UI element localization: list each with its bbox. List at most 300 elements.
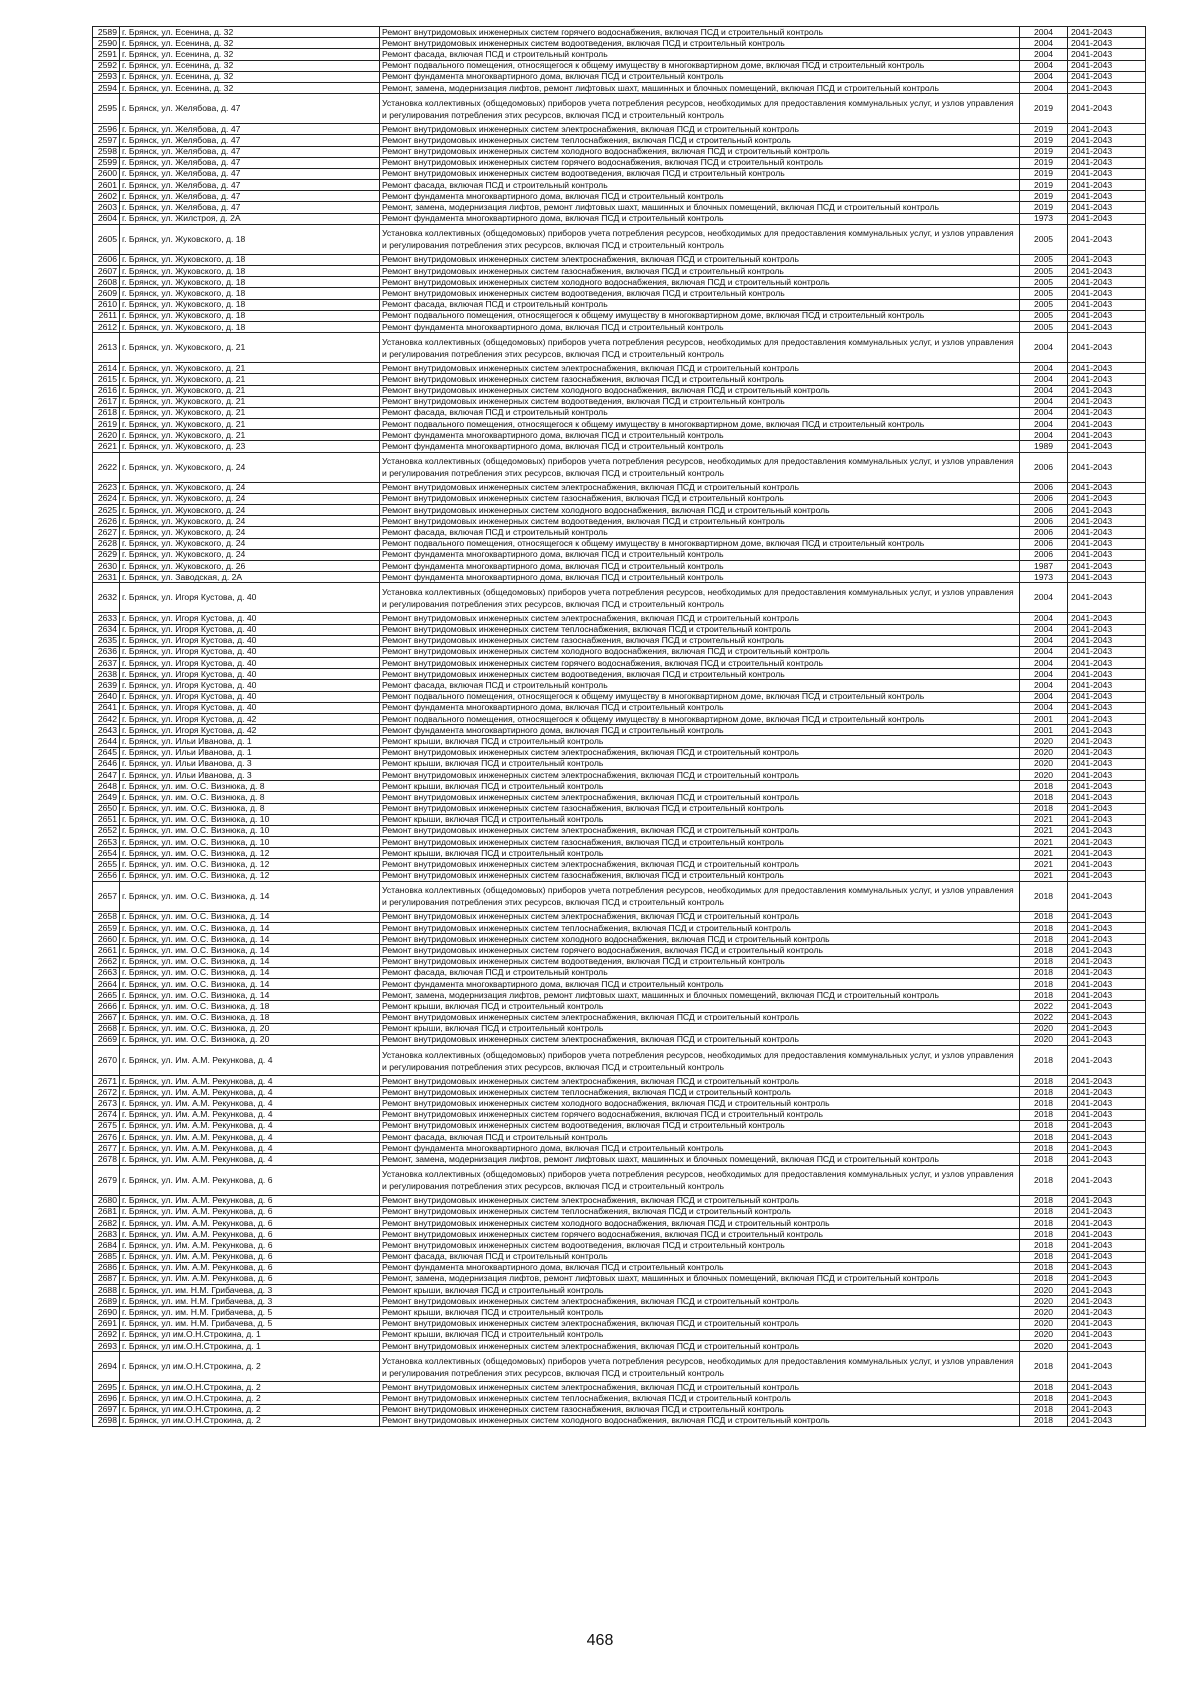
table-row [93, 168, 1146, 179]
row-number-cell: 2643 [93, 725, 120, 736]
repair-period-cell: 2041-2043 [1068, 482, 1146, 493]
repair-period-cell: 2041-2043 [1068, 1285, 1146, 1296]
address-cell: г. Брянск, ул. Жуковского, д. 21 [120, 363, 380, 374]
row-number-cell: 2630 [93, 560, 120, 571]
repair-period-cell: 2041-2043 [1068, 385, 1146, 396]
address-cell: г. Брянск, ул. им. О.С. Визнюка, д. 14 [120, 881, 380, 911]
repair-period-cell: 2041-2043 [1068, 1404, 1146, 1415]
repair-period-cell: 2041-2043 [1068, 1046, 1146, 1076]
table-row [93, 94, 1146, 124]
address-cell: г. Брянск, ул. им. Н.М. Грибачева, д. 3 [120, 1285, 380, 1296]
address-cell: г. Брянск, ул им.О.Н.Строкина, д. 2 [120, 1382, 380, 1393]
work-description-cell: Ремонт внутридомовых инженерных систем газоснабжения, включая ПСД и строительный контроль [380, 837, 1020, 848]
row-number-cell: 2680 [93, 1195, 120, 1206]
commission-year-cell: 2004 [1020, 702, 1068, 713]
row-number-cell: 2672 [93, 1087, 120, 1098]
table-row [93, 146, 1146, 157]
table-row [93, 1195, 1146, 1206]
address-cell: г. Брянск, ул. им. О.С. Визнюка, д. 12 [120, 848, 380, 859]
commission-year-cell: 2004 [1020, 635, 1068, 646]
address-cell: г. Брянск, ул. Жуковского, д. 18 [120, 288, 380, 299]
row-number-cell: 2690 [93, 1307, 120, 1318]
repair-period-cell: 2041-2043 [1068, 505, 1146, 516]
commission-year-cell: 2018 [1020, 1143, 1068, 1154]
commission-year-cell: 1989 [1020, 441, 1068, 452]
row-number-cell: 2616 [93, 385, 120, 396]
work-description-cell: Ремонт внутридомовых инженерных систем теплоснабжения, включая ПСД и строительный контроль [380, 624, 1020, 635]
work-description-cell: Ремонт внутридомовых инженерных систем водоотведения, включая ПСД и строительный контроль [380, 396, 1020, 407]
commission-year-cell: 2006 [1020, 527, 1068, 538]
address-cell: г. Брянск, ул. Ильи Иванова, д. 3 [120, 758, 380, 769]
address-cell: г. Брянск, ул. Жуковского, д. 18 [120, 299, 380, 310]
table-row [93, 1154, 1146, 1165]
work-description-cell: Ремонт подвального помещения, относящегося к общему имуществу в многоквартирном доме, включая ПСД и строительный контроль [380, 538, 1020, 549]
commission-year-cell: 2018 [1020, 1132, 1068, 1143]
address-cell: г. Брянск, ул. им. О.С. Визнюка, д. 12 [120, 859, 380, 870]
work-description-cell: Ремонт крыши, включая ПСД и строительный контроль [380, 1329, 1020, 1340]
address-cell: г. Брянск, ул. Игоря Кустова, д. 40 [120, 646, 380, 657]
table-row [93, 71, 1146, 82]
table-row [93, 747, 1146, 758]
table-row [93, 1229, 1146, 1240]
work-description-cell: Ремонт внутридомовых инженерных систем электроснабжения, включая ПСД и строительный контроль [380, 911, 1020, 922]
address-cell: г. Брянск, ул им.О.Н.Строкина, д. 1 [120, 1329, 380, 1340]
address-cell: г. Брянск, ул. Жуковского, д. 18 [120, 224, 380, 254]
row-number-cell: 2670 [93, 1046, 120, 1076]
table-row [93, 419, 1146, 430]
row-number-cell: 2591 [93, 49, 120, 60]
table-row [93, 781, 1146, 792]
row-number-cell: 2609 [93, 288, 120, 299]
address-cell: г. Брянск, ул. им. О.С. Визнюка, д. 10 [120, 825, 380, 836]
row-number-cell: 2592 [93, 60, 120, 71]
table-row [93, 493, 1146, 504]
address-cell: г. Брянск, ул. Жуковского, д. 21 [120, 333, 380, 363]
repair-period-cell: 2041-2043 [1068, 71, 1146, 82]
commission-year-cell: 2004 [1020, 82, 1068, 93]
table-row [93, 516, 1146, 527]
row-number-cell: 2634 [93, 624, 120, 635]
row-number-cell: 2652 [93, 825, 120, 836]
address-cell: г. Брянск, ул. Жуковского, д. 24 [120, 516, 380, 527]
row-number-cell: 2600 [93, 168, 120, 179]
commission-year-cell: 2018 [1020, 1251, 1068, 1262]
commission-year-cell: 2004 [1020, 38, 1068, 49]
work-description-cell: Ремонт внутридомовых инженерных систем электроснабжения, включая ПСД и строительный контроль [380, 769, 1020, 780]
row-number-cell: 2663 [93, 967, 120, 978]
row-number-cell: 2637 [93, 658, 120, 669]
work-description-cell: Ремонт подвального помещения, относящегося к общему имуществу в многоквартирном доме, включая ПСД и строительный контроль [380, 310, 1020, 321]
row-number-cell: 2650 [93, 803, 120, 814]
commission-year-cell: 2020 [1020, 1034, 1068, 1045]
row-number-cell: 2688 [93, 1285, 120, 1296]
table-row [93, 803, 1146, 814]
repair-period-cell: 2041-2043 [1068, 1240, 1146, 1251]
commission-year-cell: 2018 [1020, 1195, 1068, 1206]
table-row [93, 1415, 1146, 1426]
row-number-cell: 2683 [93, 1229, 120, 1240]
table-row [93, 1046, 1146, 1076]
address-cell: г. Брянск, ул. Им. А.М. Рекункова, д. 6 [120, 1206, 380, 1217]
work-description-cell: Ремонт внутридомовых инженерных систем холодного водоснабжения, включая ПСД и строительный контроль [380, 277, 1020, 288]
table-row [93, 934, 1146, 945]
commission-year-cell: 1987 [1020, 560, 1068, 571]
work-description-cell: Ремонт крыши, включая ПСД и строительный контроль [380, 1001, 1020, 1012]
work-description-cell: Ремонт внутридомовых инженерных систем холодного водоснабжения, включая ПСД и строительный контроль [380, 505, 1020, 516]
table-row [93, 725, 1146, 736]
work-description-cell: Ремонт внутридомовых инженерных систем холодного водоснабжения, включая ПСД и строительный контроль [380, 1217, 1020, 1228]
repair-period-cell: 2041-2043 [1068, 254, 1146, 265]
row-number-cell: 2626 [93, 516, 120, 527]
repair-period-cell: 2041-2043 [1068, 49, 1146, 60]
address-cell: г. Брянск, ул. им. О.С. Визнюка, д. 18 [120, 1012, 380, 1023]
row-number-cell: 2648 [93, 781, 120, 792]
work-description-cell: Ремонт крыши, включая ПСД и строительный контроль [380, 1285, 1020, 1296]
commission-year-cell: 2018 [1020, 1273, 1068, 1284]
work-description-cell: Ремонт фасада, включая ПСД и строительный контроль [380, 180, 1020, 191]
address-cell: г. Брянск, ул. Жуковского, д. 24 [120, 493, 380, 504]
row-number-cell: 2605 [93, 224, 120, 254]
table-row [93, 1318, 1146, 1329]
row-number-cell: 2622 [93, 452, 120, 482]
address-cell: г. Брянск, ул. им. О.С. Визнюка, д. 14 [120, 934, 380, 945]
address-cell: г. Брянск, ул. Игоря Кустова, д. 40 [120, 635, 380, 646]
repair-period-cell: 2041-2043 [1068, 1012, 1146, 1023]
address-cell: г. Брянск, ул. им. О.С. Визнюка, д. 20 [120, 1034, 380, 1045]
commission-year-cell: 2005 [1020, 321, 1068, 332]
row-number-cell: 2594 [93, 82, 120, 93]
row-number-cell: 2665 [93, 990, 120, 1001]
work-description-cell: Ремонт подвального помещения, относящегося к общему имуществу в многоквартирном доме, включая ПСД и строительный контроль [380, 419, 1020, 430]
commission-year-cell: 2019 [1020, 202, 1068, 213]
address-cell: г. Брянск, ул. Жуковского, д. 26 [120, 560, 380, 571]
address-cell: г. Брянск, ул. им. О.С. Визнюка, д. 14 [120, 945, 380, 956]
address-cell: г. Брянск, ул. им. О.С. Визнюка, д. 18 [120, 1001, 380, 1012]
repair-period-cell: 2041-2043 [1068, 407, 1146, 418]
table-row [93, 202, 1146, 213]
commission-year-cell: 2018 [1020, 1165, 1068, 1195]
address-cell: г. Брянск, ул. Им. А.М. Рекункова, д. 4 [120, 1087, 380, 1098]
commission-year-cell: 2004 [1020, 419, 1068, 430]
repair-period-cell: 2041-2043 [1068, 1023, 1146, 1034]
address-cell: г. Брянск, ул. им. Н.М. Грибачева, д. 5 [120, 1318, 380, 1329]
row-number-cell: 2613 [93, 333, 120, 363]
row-number-cell: 2633 [93, 613, 120, 624]
address-cell: г. Брянск, ул. Игоря Кустова, д. 40 [120, 691, 380, 702]
work-description-cell: Ремонт крыши, включая ПСД и строительный контроль [380, 758, 1020, 769]
work-description-cell: Ремонт фасада, включая ПСД и строительный контроль [380, 1251, 1020, 1262]
address-cell: г. Брянск, ул. Игоря Кустова, д. 40 [120, 624, 380, 635]
work-description-cell: Ремонт фасада, включая ПСД и строительный контроль [380, 680, 1020, 691]
commission-year-cell: 2020 [1020, 736, 1068, 747]
row-number-cell: 2682 [93, 1217, 120, 1228]
commission-year-cell: 2018 [1020, 1352, 1068, 1382]
commission-year-cell: 2021 [1020, 859, 1068, 870]
work-description-cell: Ремонт внутридомовых инженерных систем горячего водоснабжения, включая ПСД и строительный контроль [380, 1229, 1020, 1240]
repair-period-cell: 2041-2043 [1068, 1165, 1146, 1195]
commission-year-cell: 2018 [1020, 1262, 1068, 1273]
work-description-cell: Ремонт внутридомовых инженерных систем холодного водоснабжения, включая ПСД и строительный контроль [380, 1415, 1020, 1426]
table-row [93, 135, 1146, 146]
work-description-cell: Ремонт внутридомовых инженерных систем холодного водоснабжения, включая ПСД и строительный контроль [380, 1098, 1020, 1109]
row-number-cell: 2647 [93, 769, 120, 780]
commission-year-cell: 2021 [1020, 870, 1068, 881]
repair-period-cell: 2041-2043 [1068, 430, 1146, 441]
commission-year-cell: 2018 [1020, 1109, 1068, 1120]
table-row [93, 363, 1146, 374]
address-cell: г. Брянск, ул. Есенина, д. 32 [120, 71, 380, 82]
row-number-cell: 2599 [93, 157, 120, 168]
table-row [93, 1023, 1146, 1034]
work-description-cell: Ремонт внутридомовых инженерных систем газоснабжения, включая ПСД и строительный контроль [380, 1404, 1020, 1415]
address-cell: г. Брянск, ул. Им. А.М. Рекункова, д. 4 [120, 1046, 380, 1076]
work-description-cell: Ремонт внутридомовых инженерных систем электроснабжения, включая ПСД и строительный контроль [380, 1382, 1020, 1393]
repair-period-cell: 2041-2043 [1068, 191, 1146, 202]
address-cell: г. Брянск, ул. Им. А.М. Рекункова, д. 6 [120, 1273, 380, 1284]
work-description-cell: Установка коллективных (общедомовых) приборов учета потребления ресурсов, необходимых для предоставления коммунальных услуг, и узлов управления и регулирования потребления этих ресурсов, включая ПСД и строительный контроль [380, 1352, 1020, 1382]
commission-year-cell: 2001 [1020, 714, 1068, 725]
work-description-cell: Ремонт фасада, включая ПСД и строительный контроль [380, 407, 1020, 418]
row-number-cell: 2681 [93, 1206, 120, 1217]
table-row [93, 538, 1146, 549]
table-row [93, 848, 1146, 859]
commission-year-cell: 2006 [1020, 452, 1068, 482]
repair-period-cell: 2041-2043 [1068, 658, 1146, 669]
work-description-cell: Ремонт фасада, включая ПСД и строительный контроль [380, 967, 1020, 978]
table-row [93, 49, 1146, 60]
row-number-cell: 2666 [93, 1001, 120, 1012]
work-description-cell: Ремонт фундамента многоквартирного дома, включая ПСД и строительный контроль [380, 572, 1020, 583]
table-row [93, 180, 1146, 191]
table-row [93, 613, 1146, 624]
table-row [93, 1262, 1146, 1273]
repair-period-cell: 2041-2043 [1068, 288, 1146, 299]
row-number-cell: 2611 [93, 310, 120, 321]
commission-year-cell: 2020 [1020, 1285, 1068, 1296]
commission-year-cell: 2006 [1020, 482, 1068, 493]
table-row [93, 407, 1146, 418]
address-cell: г. Брянск, ул. Желябова, д. 47 [120, 146, 380, 157]
work-description-cell: Ремонт крыши, включая ПСД и строительный контроль [380, 1307, 1020, 1318]
row-number-cell: 2595 [93, 94, 120, 124]
address-cell: г. Брянск, ул им.О.Н.Строкина, д. 2 [120, 1393, 380, 1404]
table-row [93, 452, 1146, 482]
repair-period-cell: 2041-2043 [1068, 38, 1146, 49]
address-cell: г. Брянск, ул. им. О.С. Визнюка, д. 12 [120, 870, 380, 881]
row-number-cell: 2645 [93, 747, 120, 758]
address-cell: г. Брянск, ул. им. О.С. Визнюка, д. 14 [120, 956, 380, 967]
repair-period-cell: 2041-2043 [1068, 736, 1146, 747]
repair-period-cell: 2041-2043 [1068, 848, 1146, 859]
row-number-cell: 2678 [93, 1154, 120, 1165]
repair-period-cell: 2041-2043 [1068, 157, 1146, 168]
commission-year-cell: 2004 [1020, 49, 1068, 60]
work-description-cell: Установка коллективных (общедомовых) приборов учета потребления ресурсов, необходимых для предоставления коммунальных услуг, и узлов управления и регулирования потребления этих ресурсов, включая ПСД и строительный контроль [380, 583, 1020, 613]
work-description-cell: Ремонт внутридомовых инженерных систем водоотведения, включая ПСД и строительный контроль [380, 956, 1020, 967]
row-number-cell: 2691 [93, 1318, 120, 1329]
row-number-cell: 2675 [93, 1120, 120, 1131]
repair-period-cell: 2041-2043 [1068, 1229, 1146, 1240]
commission-year-cell: 2021 [1020, 814, 1068, 825]
table-row [93, 549, 1146, 560]
row-number-cell: 2638 [93, 669, 120, 680]
repair-period-cell: 2041-2043 [1068, 613, 1146, 624]
commission-year-cell: 2004 [1020, 407, 1068, 418]
repair-period-cell: 2041-2043 [1068, 527, 1146, 538]
work-description-cell: Ремонт внутридомовых инженерных систем электроснабжения, включая ПСД и строительный контроль [380, 1034, 1020, 1045]
table-row [93, 1165, 1146, 1195]
table-row [93, 1296, 1146, 1307]
repair-period-cell: 2041-2043 [1068, 814, 1146, 825]
commission-year-cell: 2018 [1020, 1382, 1068, 1393]
repair-period-cell: 2041-2043 [1068, 1143, 1146, 1154]
table-row [93, 1341, 1146, 1352]
row-number-cell: 2598 [93, 146, 120, 157]
table-row [93, 1382, 1146, 1393]
work-description-cell: Ремонт внутридомовых инженерных систем холодного водоснабжения, включая ПСД и строительный контроль [380, 385, 1020, 396]
table-row [93, 702, 1146, 713]
table-row [93, 385, 1146, 396]
commission-year-cell: 2018 [1020, 1206, 1068, 1217]
commission-year-cell: 2019 [1020, 168, 1068, 179]
row-number-cell: 2640 [93, 691, 120, 702]
commission-year-cell: 2018 [1020, 1240, 1068, 1251]
row-number-cell: 2607 [93, 266, 120, 277]
commission-year-cell: 2004 [1020, 624, 1068, 635]
address-cell: г. Брянск, ул. Им. А.М. Рекункова, д. 4 [120, 1109, 380, 1120]
work-description-cell: Установка коллективных (общедомовых) приборов учета потребления ресурсов, необходимых для предоставления коммунальных услуг, и узлов управления и регулирования потребления этих ресурсов, включая ПСД и строительный контроль [380, 1046, 1020, 1076]
row-number-cell: 2692 [93, 1329, 120, 1340]
table-row [93, 321, 1146, 332]
address-cell: г. Брянск, ул им.О.Н.Строкина, д. 2 [120, 1352, 380, 1382]
repair-period-cell: 2041-2043 [1068, 837, 1146, 848]
commission-year-cell: 2004 [1020, 583, 1068, 613]
commission-year-cell: 2005 [1020, 310, 1068, 321]
address-cell: г. Брянск, ул. Им. А.М. Рекункова, д. 6 [120, 1217, 380, 1228]
work-description-cell: Установка коллективных (общедомовых) приборов учета потребления ресурсов, необходимых для предоставления коммунальных услуг, и узлов управления и регулирования потребления этих ресурсов, включая ПСД и строительный контроль [380, 452, 1020, 482]
address-cell: г. Брянск, ул. им. О.С. Визнюка, д. 14 [120, 990, 380, 1001]
work-description-cell: Ремонт внутридомовых инженерных систем электроснабжения, включая ПСД и строительный контроль [380, 124, 1020, 135]
address-cell: г. Брянск, ул. Желябова, д. 47 [120, 135, 380, 146]
work-description-cell: Ремонт подвального помещения, относящегося к общему имуществу в многоквартирном доме, включая ПСД и строительный контроль [380, 60, 1020, 71]
commission-year-cell: 2004 [1020, 430, 1068, 441]
repair-period-cell: 2041-2043 [1068, 146, 1146, 157]
table-row [93, 124, 1146, 135]
repair-period-cell: 2041-2043 [1068, 702, 1146, 713]
table-row [93, 157, 1146, 168]
address-cell: г. Брянск, ул. Жуковского, д. 18 [120, 277, 380, 288]
work-description-cell: Ремонт внутридомовых инженерных систем электроснабжения, включая ПСД и строительный контроль [380, 363, 1020, 374]
address-cell: г. Брянск, ул. им. О.С. Визнюка, д. 8 [120, 803, 380, 814]
table-row [93, 60, 1146, 71]
row-number-cell: 2618 [93, 407, 120, 418]
row-number-cell: 2695 [93, 1382, 120, 1393]
address-cell: г. Брянск, ул. им. О.С. Визнюка, д. 14 [120, 967, 380, 978]
row-number-cell: 2687 [93, 1273, 120, 1284]
repair-period-cell: 2041-2043 [1068, 1273, 1146, 1284]
address-cell: г. Брянск, ул. Жуковского, д. 21 [120, 396, 380, 407]
work-description-cell: Ремонт внутридомовых инженерных систем водоотведения, включая ПСД и строительный контроль [380, 38, 1020, 49]
commission-year-cell: 2018 [1020, 1087, 1068, 1098]
table-row [93, 191, 1146, 202]
address-cell: г. Брянск, ул. им. О.С. Визнюка, д. 14 [120, 911, 380, 922]
row-number-cell: 2694 [93, 1352, 120, 1382]
table-row [93, 224, 1146, 254]
address-cell: г. Брянск, ул. Желябова, д. 47 [120, 180, 380, 191]
address-cell: г. Брянск, ул. Заводская, д. 2А [120, 572, 380, 583]
work-description-cell: Ремонт внутридомовых инженерных систем электроснабжения, включая ПСД и строительный контроль [380, 1318, 1020, 1329]
row-number-cell: 2654 [93, 848, 120, 859]
commission-year-cell: 2004 [1020, 658, 1068, 669]
row-number-cell: 2677 [93, 1143, 120, 1154]
commission-year-cell: 2018 [1020, 1154, 1068, 1165]
table-row [93, 266, 1146, 277]
table-row [93, 288, 1146, 299]
repair-period-cell: 2041-2043 [1068, 1195, 1146, 1206]
repair-period-cell: 2041-2043 [1068, 538, 1146, 549]
row-number-cell: 2606 [93, 254, 120, 265]
table-row [93, 1393, 1146, 1404]
work-description-cell: Ремонт внутридомовых инженерных систем горячего водоснабжения, включая ПСД и строительный контроль [380, 1109, 1020, 1120]
address-cell: г. Брянск, ул. Жуковского, д. 18 [120, 266, 380, 277]
repair-period-cell: 2041-2043 [1068, 516, 1146, 527]
row-number-cell: 2619 [93, 419, 120, 430]
repair-period-cell: 2041-2043 [1068, 266, 1146, 277]
work-description-cell: Ремонт подвального помещения, относящегося к общему имуществу в многоквартирном доме, включая ПСД и строительный контроль [380, 714, 1020, 725]
row-number-cell: 2641 [93, 702, 120, 713]
table-row [93, 27, 1146, 38]
commission-year-cell: 2018 [1020, 781, 1068, 792]
work-description-cell: Ремонт внутридомовых инженерных систем горячего водоснабжения, включая ПСД и строительный контроль [380, 27, 1020, 38]
row-number-cell: 2639 [93, 680, 120, 691]
work-description-cell: Установка коллективных (общедомовых) приборов учета потребления ресурсов, необходимых для предоставления коммунальных услуг, и узлов управления и регулирования потребления этих ресурсов, включая ПСД и строительный контроль [380, 224, 1020, 254]
work-description-cell: Ремонт внутридомовых инженерных систем электроснабжения, включая ПСД и строительный контроль [380, 1341, 1020, 1352]
address-cell: г. Брянск, ул. Игоря Кустова, д. 42 [120, 714, 380, 725]
row-number-cell: 2662 [93, 956, 120, 967]
row-number-cell: 2657 [93, 881, 120, 911]
work-description-cell: Ремонт внутридомовых инженерных систем теплоснабжения, включая ПСД и строительный контроль [380, 1087, 1020, 1098]
repair-period-cell: 2041-2043 [1068, 310, 1146, 321]
commission-year-cell: 2018 [1020, 803, 1068, 814]
repair-period-cell: 2041-2043 [1068, 60, 1146, 71]
address-cell: г. Брянск, ул. Им. А.М. Рекункова, д. 4 [120, 1120, 380, 1131]
repair-period-cell: 2041-2043 [1068, 419, 1146, 430]
repair-period-cell: 2041-2043 [1068, 213, 1146, 224]
table-row [93, 825, 1146, 836]
work-description-cell: Ремонт, замена, модернизация лифтов, ремонт лифтовых шахт, машинных и блочных помещений, включая ПСД и строительный контроль [380, 990, 1020, 1001]
row-number-cell: 2597 [93, 135, 120, 146]
table-row [93, 923, 1146, 934]
commission-year-cell: 2018 [1020, 1098, 1068, 1109]
row-number-cell: 2602 [93, 191, 120, 202]
commission-year-cell: 2018 [1020, 956, 1068, 967]
row-number-cell: 2693 [93, 1341, 120, 1352]
work-description-cell: Ремонт внутридомовых инженерных систем горячего водоснабжения, включая ПСД и строительный контроль [380, 157, 1020, 168]
row-number-cell: 2608 [93, 277, 120, 288]
table-row [93, 1098, 1146, 1109]
address-cell: г. Брянск, ул. Игоря Кустова, д. 40 [120, 680, 380, 691]
table-row [93, 990, 1146, 1001]
address-cell: г. Брянск, ул. Им. А.М. Рекункова, д. 4 [120, 1143, 380, 1154]
commission-year-cell: 2020 [1020, 769, 1068, 780]
repair-period-cell: 2041-2043 [1068, 1217, 1146, 1228]
commission-year-cell: 2020 [1020, 1329, 1068, 1340]
commission-year-cell: 2021 [1020, 825, 1068, 836]
table-body [93, 27, 1146, 1427]
table-row [93, 691, 1146, 702]
repair-period-cell: 2041-2043 [1068, 1154, 1146, 1165]
row-number-cell: 2689 [93, 1296, 120, 1307]
